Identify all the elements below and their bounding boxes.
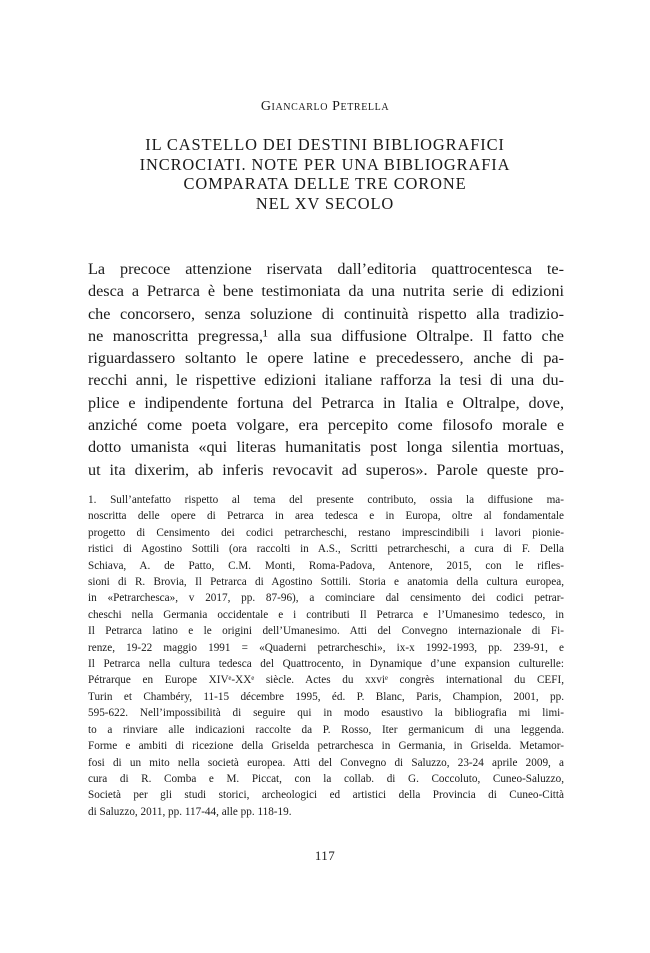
body-line: recchi anni, le rispettive edizioni italiane rafforza la tesi di una du-: [88, 371, 564, 390]
footnote-line: Società per gli studi storici, archeologici ed artistici della Provincia di Cuneo-Città: [88, 789, 564, 802]
page-number: 117: [314, 848, 336, 863]
footnote-line: progetto di Censimento dei codici petrarcheschi, restano imprescindibili i lavori pionie-: [88, 526, 564, 539]
title-line: IL CASTELLO DEI DESTINI BIBLIOGRAFICI: [145, 135, 505, 154]
author-name: Giancarlo Petrella: [260, 99, 390, 114]
chapter-title: [80, 135, 570, 213]
footnote-line: ristici di Agostino Sottili (ora raccolti in A.S., Scritti petrarcheschi, a cura di F. Della: [88, 543, 564, 556]
footnote-line: Schiava, A. de Patto, C.M. Monti, Roma-Padova, Antenore, 2015, con le rifles-: [88, 559, 564, 572]
footnote-line: Forme e ambiti di ricezione della Griselda petrarchesca in Germania, in Griselda. Metamor-: [88, 740, 564, 753]
body-line: La precoce attenzione riservata dall’editoria quattrocentesca te-: [88, 260, 564, 278]
footnote-line: renze, 19-22 maggio 1991 = «Quaderni petrarcheschi», ix-x 1992-1993, pp. 239-91, e: [88, 641, 564, 654]
footnote-line: 1. Sull’antefatto rispetto al tema del presente contributo, ossia la diffusione ma-: [88, 494, 564, 506]
footnote-line: sioni di R. Brovia, Il Petrarca di Agostino Sottili. Storia e anatomia della cultura europea,: [88, 576, 564, 589]
body-paragraph: [88, 258, 564, 481]
body-line: che concorsero, senza soluzione di continuità rispetto alla tradizio-: [88, 304, 564, 323]
footnote-line: Il Petrarca nella cultura tedesca del Quattrocento, in Dynamique d’une expansion culturelle:: [88, 658, 564, 671]
footnote-line: Turin et Chambéry, 11-15 décembre 1995, éd. P. Blanc, Paris, Champion, 2001, pp.: [88, 690, 564, 703]
footnote-line: di Saluzzo, 2011, pp. 117-44, alle pp. 118-19.: [88, 805, 292, 818]
footnote-line: to a rinviare alle indicazioni raccolte da P. Rosso, Iter germanicum di una leggenda.: [88, 723, 564, 736]
body-line: dotto umanista «qui literas humanitatis post longa silentia mortuas,: [88, 438, 564, 457]
footnote-line: Pétrarque en Europe XIVᵉ-XXᵉ siècle. Actes du xxviᵉ congrès international du CEFI,: [88, 674, 564, 687]
footnote-line: cura di R. Comba e M. Piccat, con la collab. di G. Coccoluto, Cuneo-Saluzzo,: [88, 772, 564, 785]
footnote-line: 595-622. Nell’impossibilità di seguire qui in modo esaustivo la bibliografia mi limi-: [88, 707, 564, 720]
body-line: plice e indipendente fortuna del Petrarca in Italia e Oltralpe, dove,: [88, 393, 564, 412]
body-line: desca a Petrarca è bene testimoniata da una nutrita serie di edizioni: [88, 282, 564, 301]
title-line: NEL XV SECOLO: [255, 193, 395, 213]
footnote-line: noscritta delle opere di Petrarca in area tedesca e in Europa, oltre al fondamentale: [88, 510, 564, 523]
footnote-line: in «Petrarchesca», v 2017, pp. 87-96), a cominciare dal censimento dei codici petrar-: [88, 592, 564, 605]
footnote-line: fosi di un mito nella società europea. Atti del Convegno di Saluzzo, 23-24 aprile 2009, a: [88, 756, 564, 769]
footnote-line: cheschi nella Germania occidentale e i contributi Il Petrarca e l’Umanesimo tedesco, in: [88, 608, 564, 621]
title-line: INCROCIATI. NOTE PER UNA BIBLIOGRAFIA: [139, 154, 511, 174]
footnote: [88, 492, 564, 820]
footnote-line: Il Petrarca latino e le origini dell’Umanesimo. Atti del Convegno internazionale di Fi-: [88, 625, 564, 638]
body-line: ut ita dixerim, ab inferis revocavit ad superos». Parole queste pro-: [88, 460, 564, 479]
body-line: riguardassero soltanto le opere latine e precedessero, anche di pa-: [88, 349, 564, 368]
title-line: COMPARATA DELLE TRE CORONE: [183, 174, 467, 193]
body-line: anziché come poeta volgare, era percepito come filosofo morale e: [88, 416, 564, 435]
body-line: ne manoscritta pregressa,¹ alla sua diffusione Oltralpe. Il fatto che: [88, 326, 564, 345]
